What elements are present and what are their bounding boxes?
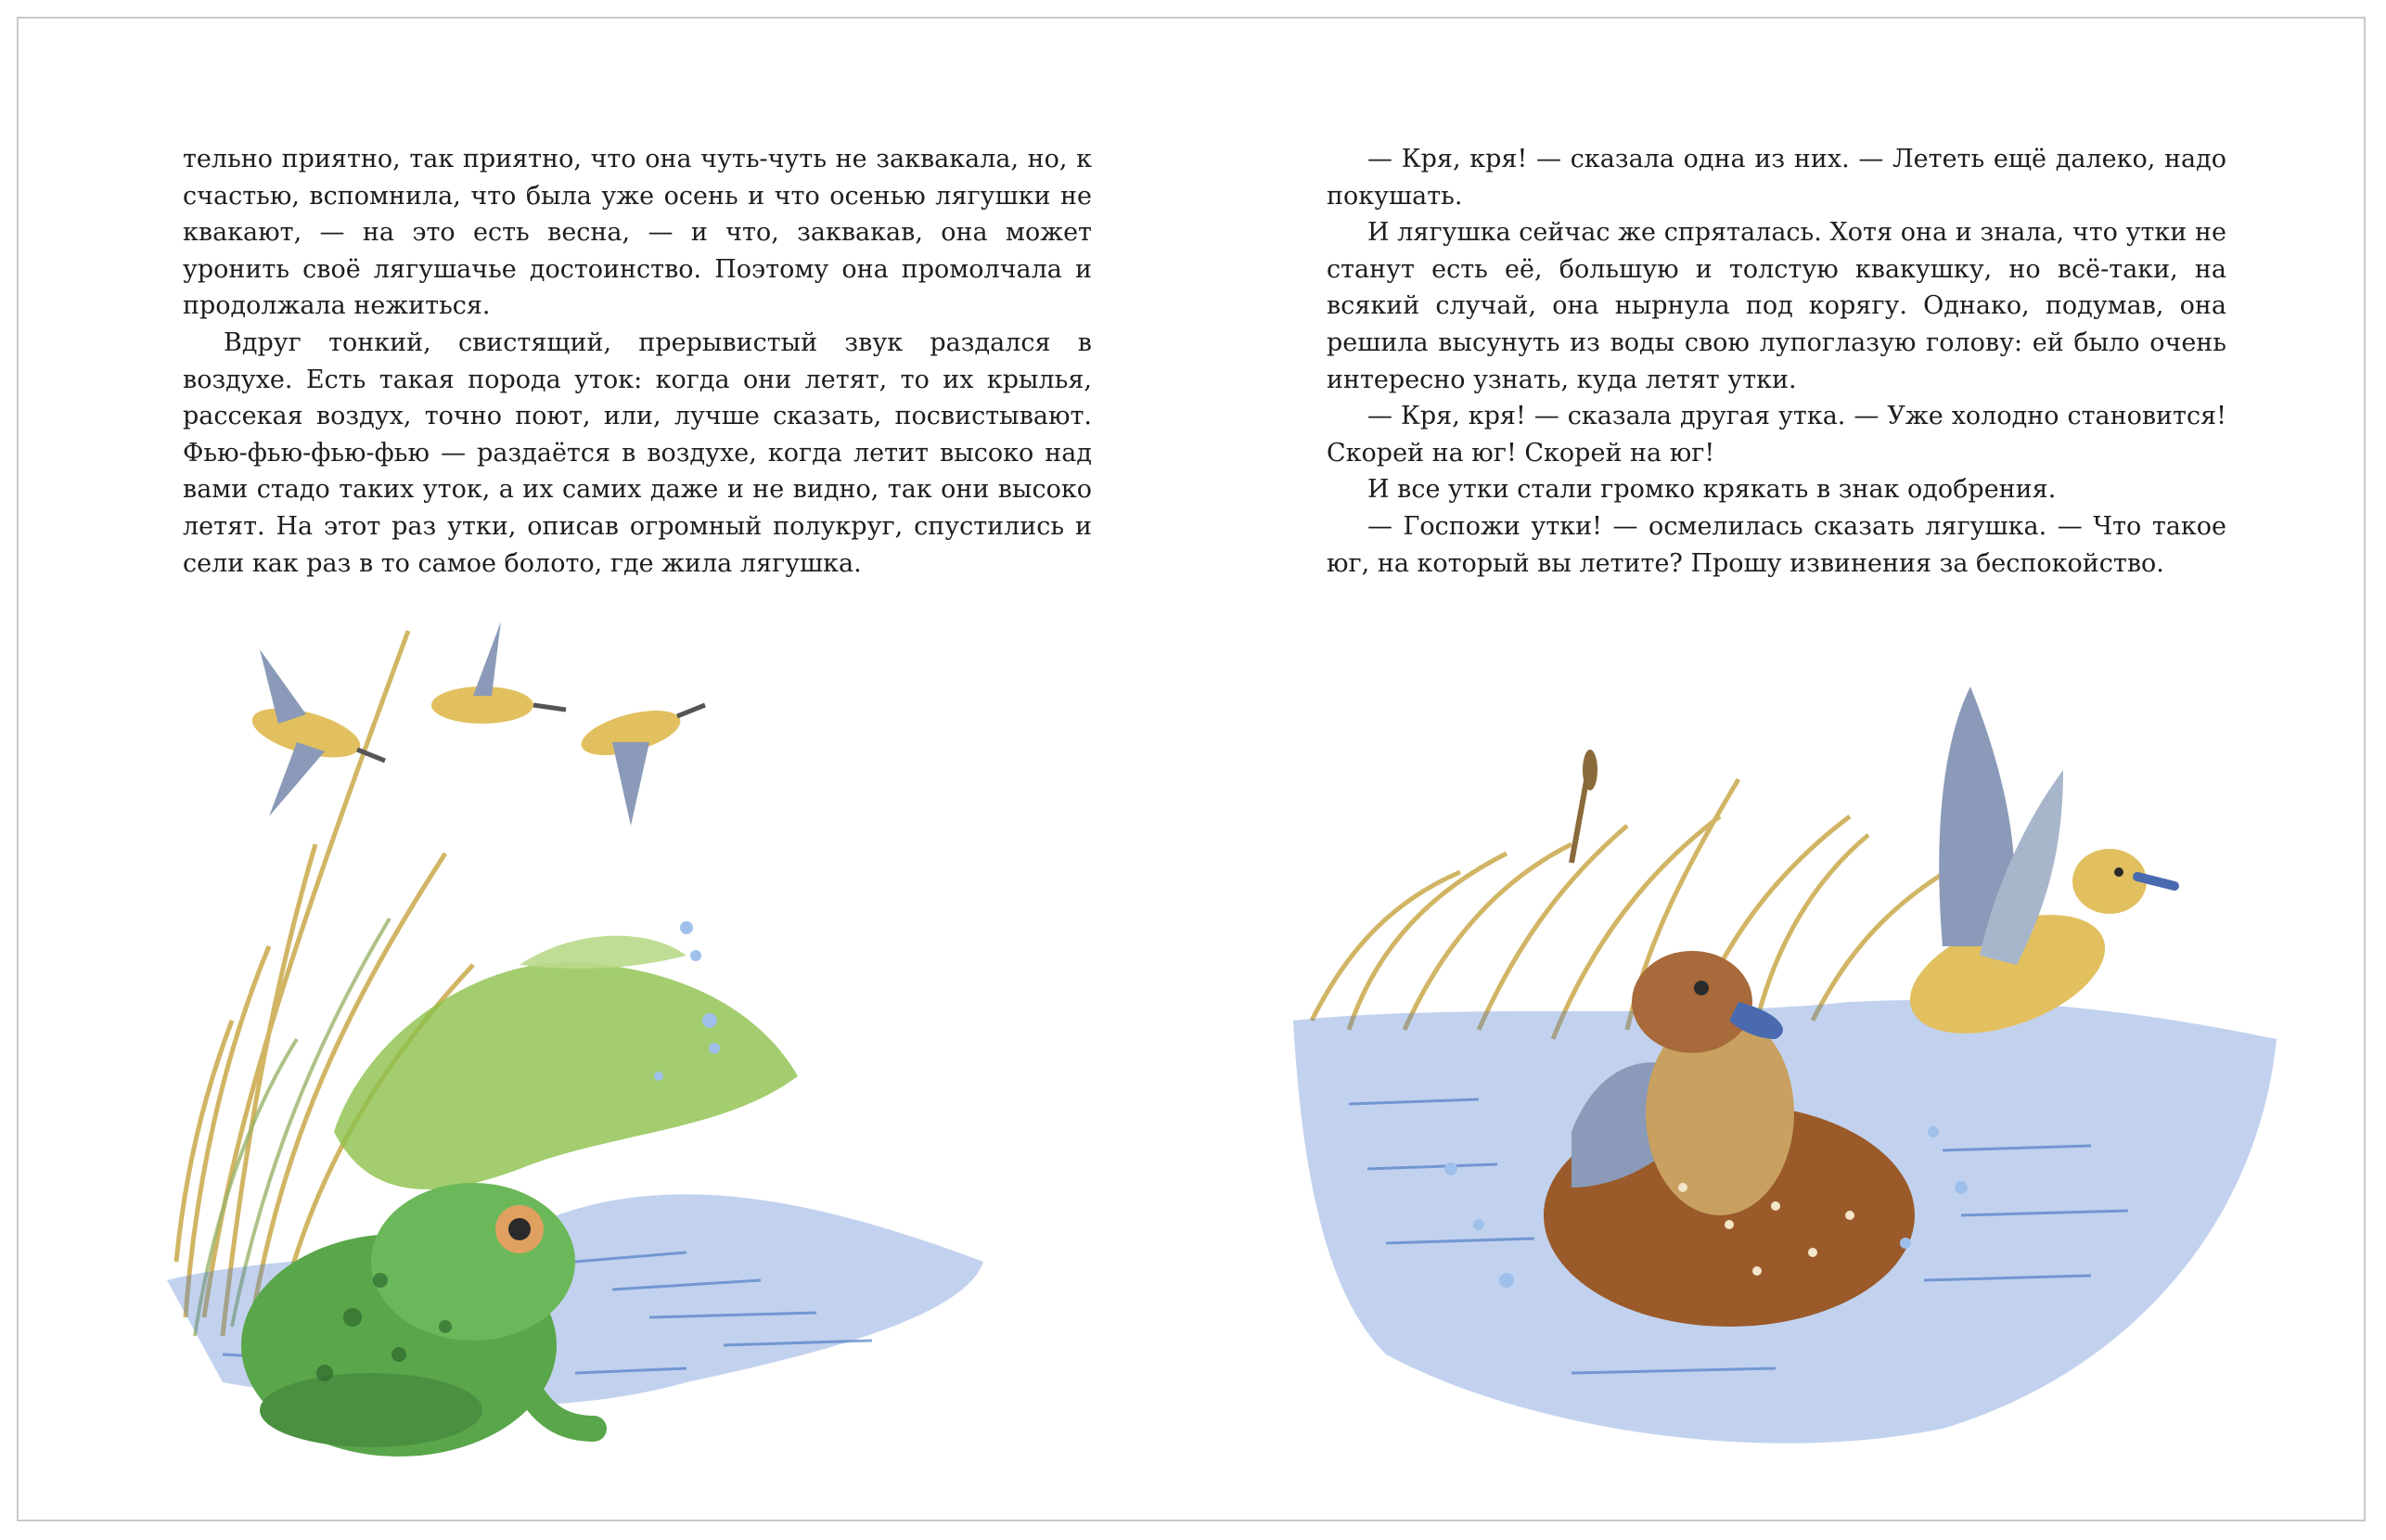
book-spread [17,17,2366,1521]
frog-and-flying-ducks-illustration [167,612,1020,1494]
mossy-log [334,962,798,1189]
paragraph: — Кря, кря! — сказала одна из них. — Лететь ещё далеко, надо покушать. [1327,145,2226,211]
flying-duck [431,622,566,724]
paragraph: тельно приятно, так приятно, что она чуть-чуть не заквакала, но, к счастью, вспомнила, что была уже осень и что осенью лягушки не квакают, — на это есть весна, — и что, заквакав, она может уронить своё лягушачье достоинство. Поэтому она промолчала и продолжала нежиться. [183,145,1092,321]
ducks-on-pond-illustration [1293,668,2277,1466]
right-page-text [1327,141,2226,582]
frog [241,1183,594,1457]
left-page-text [183,141,1092,582]
paragraph: — Кря, кря! — сказала другая утка. — Уже холодно становится! Скорей на юг! Скорей на юг! [1327,402,2226,468]
flying-duck [566,701,705,826]
paragraph: — Госпожи утки! — осмелилась сказать лягушка. — Что такое юг, на который вы летите? Прошу извинения за беспокойство. [1327,511,2226,578]
paragraph: И лягушка сейчас же спряталась. Хотя она и знала, что утки не станут есть её, большую и толстую квакушку, но всё-таки, на всякий случай, она нырнула под корягу. Однако, подумав, она решила высунуть из воды свою лупоглазую голову: ей было очень интересно узнать, куда летят утки. [1327,218,2226,394]
right-page [1191,19,2364,1520]
flying-duck [247,649,385,816]
left-page [19,19,1191,1520]
paragraph: И все утки стали громко крякать в знак одобрения. [1367,475,2057,505]
paragraph: Вдруг тонкий, свистящий, прерывистый звук раздался в воздухе. Есть такая порода уток: когда они летят, то их крылья, рассекая воздух, точно поют, или, лучше сказать, посвистывают. Фью-фью-фью-фью — раздаётся в воздухе, когда летит высоко над вами стадо таких уток, а их самих даже и не видно, так они высоко летят. На этот раз утки, описав огромный полукруг, спустились и сели как раз в то самое болото, где жила лягушка. [183,327,1092,578]
ducks-pond-drawing [1293,668,2277,1466]
frog-pond-drawing [167,612,1020,1494]
taking-off-duck [1894,687,2174,1057]
